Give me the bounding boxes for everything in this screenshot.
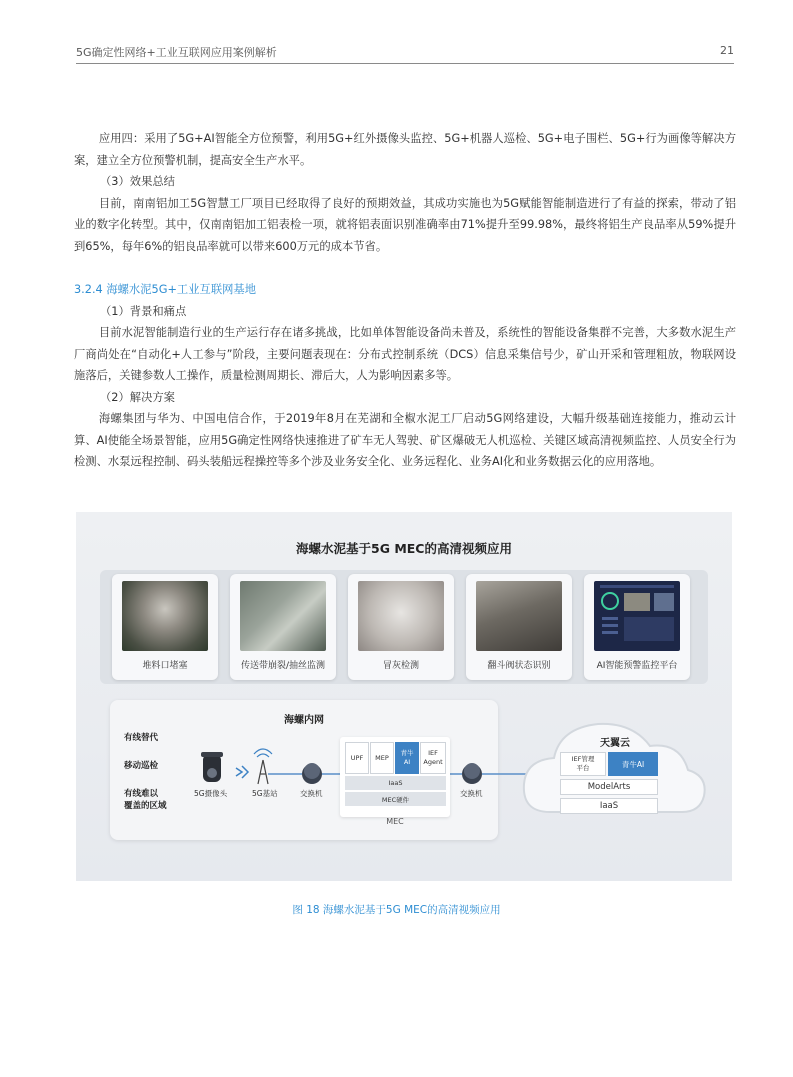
body-text-top <box>74 128 736 257</box>
header-rule <box>76 63 734 64</box>
paragraph-effect: 目前，南南铝加工5G智慧工厂项目已经取得了良好的预期效益，其成功实施也为5G赋能智能制造进行了有益的探索，带动了铝业的数字化转型。其中，仅南南铝加工铝表检一项，就将铝表面识别准确率由71%提升至99.98%，最终将铝生产良品率从59%提升到65%，每年6%的铝良品率就可以带来600万元的成本节省。 <box>74 196 736 253</box>
switch-left-icon <box>302 763 322 784</box>
module-mec-iaas: IaaS <box>345 776 446 790</box>
subheading-background: （1）背景和痛点 <box>100 304 187 318</box>
label-mobile-patrol: 移动巡检 <box>124 761 159 771</box>
base-station-icon <box>254 749 272 784</box>
section-title: 3.2.4 海螺水泥5G+工业互联网基地 <box>74 283 257 296</box>
page-number: 21 <box>720 44 734 57</box>
module-qingniu-ai: 青牛 AI <box>395 742 419 774</box>
wireless-icon <box>236 766 248 778</box>
card-label: 翻斗阀状态识别 <box>487 661 551 671</box>
caption-5g-base-station: 5G基站 <box>252 789 278 798</box>
label-wired-replacement: 有线替代 <box>124 733 159 743</box>
module-ief-agent: IEF Agent <box>420 742 446 774</box>
cloud-iaas: IaaS <box>560 798 658 814</box>
switch-right-icon <box>462 763 482 784</box>
intranet-title: 海螺内网 <box>284 715 324 726</box>
card-label: 冒灰检测 <box>382 661 419 671</box>
paragraph-background: 目前水泥智能制造行业的生产运行存在诸多挑战，比如单体智能设备尚未普及，系统性的智能设备集群不完善，大多数水泥生产厂商尚处在“自动化+人工参与”阶段，主要问题表现在：分布式控制系统（DCS）信息采集信号少，矿山开采和管理粗放，物联网设施落后，关键参数人工操作，质量检测周期长、滞后大，人为影响因素多等。 <box>74 326 736 382</box>
subheading-effect: （3）效果总结 <box>100 175 175 188</box>
figure-caption: 图 18 海螺水泥基于5G MEC的高清视频应用 <box>292 904 501 916</box>
label-hard-to-cover-area: 有线难以 覆盖的区域 <box>124 789 167 811</box>
header-title: 5G确定性网络+工业互联网应用案例解析 <box>76 46 277 59</box>
cloud-modelarts: ModelArts <box>560 779 658 795</box>
figure-title: 海螺水泥基于5G MEC的高清视频应用 <box>296 541 512 556</box>
paragraph-solution: 海螺集团与华为、中国电信合作，于2019年8月在芜湖和全椒水泥工厂启动5G网络建设，大幅升级基础连接能力，推动云计算、AI使能全场景智能，应用5G确定性网络快速推进了矿车无人驾驶、矿区爆破无人机巡检、关键区域高清视频监控、人员安全行为检测、水泵远程控制、码头装船远程操控等多个涉及业务安全化、业务远程化、业务AI化和业务数据云化的应用落地。 <box>74 412 736 468</box>
paragraph-application-four: 应用四：采用了5G+AI智能全方位预警，利用5G+红外摄像头监控、5G+机器人巡检、5G+电子围栏、5G+行为画像等解决方案，建立全方位预警机制，提高安全生产水平。 <box>74 132 736 167</box>
caption-switch-left: 交换机 <box>300 789 323 798</box>
page-header <box>76 44 734 64</box>
caption-5g-camera: 5G摄像头 <box>194 789 228 798</box>
body-text-section <box>74 279 736 473</box>
module-upf: UPF <box>345 742 369 774</box>
cloud-title: 天翼云 <box>600 738 630 749</box>
module-mep: MEP <box>370 742 394 774</box>
module-mec-hardware: MEC硬件 <box>345 792 446 806</box>
card-label: 堆料口堵塞 <box>142 661 188 671</box>
card-label: AI智能预警监控平台 <box>596 661 678 671</box>
caption-switch-right: 交换机 <box>460 789 483 798</box>
cloud-ief-platform: IEF管理 平台 <box>560 752 606 776</box>
figure-mec-video <box>76 512 732 881</box>
subheading-solution: （2）解决方案 <box>100 390 175 404</box>
mec-caption: MEC <box>386 817 404 826</box>
cloud-qingniu-ai: 青牛AI <box>608 752 658 776</box>
camera-icon <box>201 752 223 782</box>
card-label: 传送带崩裂/抽丝监测 <box>240 661 326 671</box>
